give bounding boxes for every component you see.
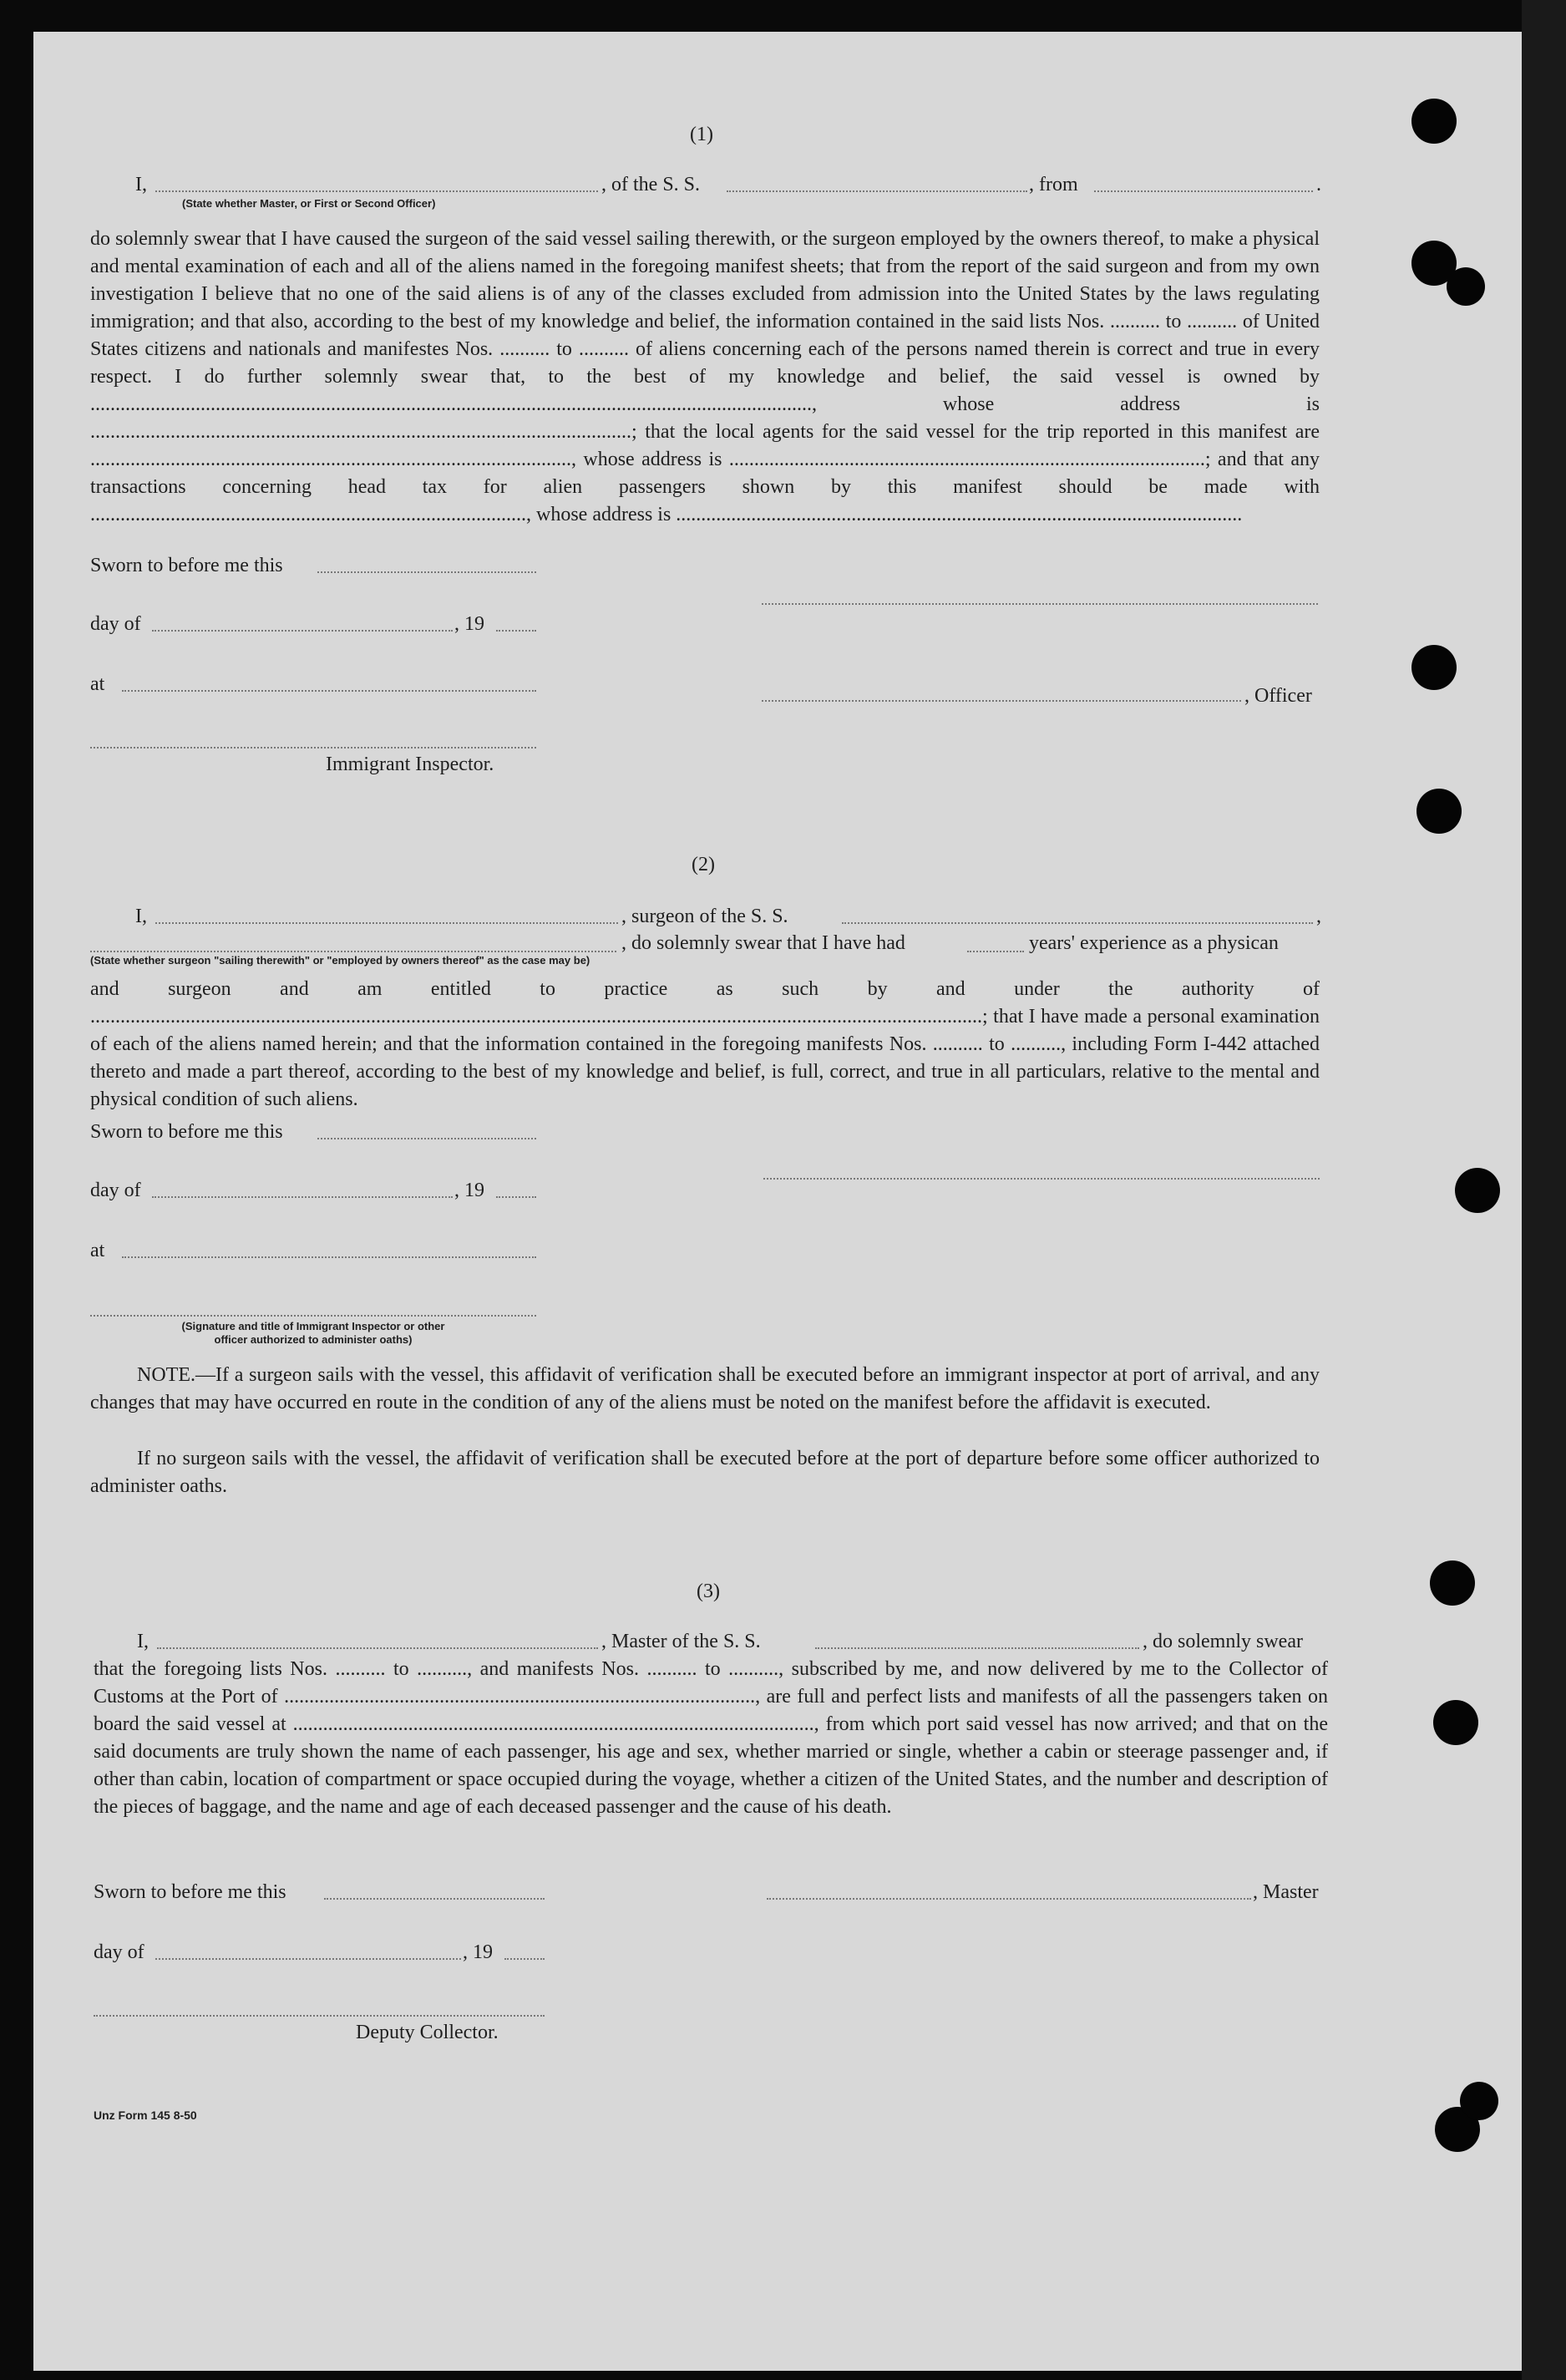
s2-year-blank [496,1196,536,1198]
s1-at-blank [122,690,536,692]
s1-from-blank [1094,190,1313,192]
s1-i-label: I, [135,174,147,195]
s3-sworn-blank [324,1898,545,1900]
s1-from-label: , from [1029,174,1078,195]
s2-note-1: NOTE.—If a surgeon sails with the vessel, this affidavit of verification shall be executed before an immigrant inspector at port of arrival, and any changes that may have occurred en route in the condition of any of the aliens must be noted on the manifest before the affidavit is executed. [90,1364,1320,1413]
s1-end-punct: . [1316,174,1321,195]
s3-deputy-blank [94,2015,545,2017]
s2-ship-blank [842,922,1313,924]
s2-surgeon-name-blank [155,922,618,924]
s1-dayof-label: day of [90,613,141,635]
punch-hole [1455,1168,1500,1213]
s2-year-label: , 19 [454,1180,484,1201]
s2-surgeon-label: , surgeon of the S. S. [621,906,788,927]
s1-year-label: , 19 [454,613,484,635]
punch-hole [1433,1700,1478,1745]
scan-border [1522,0,1566,2380]
section-3-number: (3) [697,1581,720,1602]
s2-sig-caption-2: officer authorized to administer oaths) [214,1333,413,1346]
s3-master-sign-label: , Master [1253,1881,1319,1903]
s2-day-blank [152,1196,453,1198]
s1-sworn-label: Sworn to before me this [90,555,283,576]
s2-years-blank [967,951,1024,952]
s2-oath-body: and surgeon and am entitled to practice as such by and under the authority of ..................................................................................................................................................................................; that I have made a personal examination of each of the aliens named herein; and that the information contained in the foregoing manifests Nos. .......... to .........., including Form I-442 attached thereto and made a part thereof, according to the best of my knowledge and belief, is full, correct, and true in all particulars, relative to the mental and physical condition of such aliens. [90,978,1320,1110]
section-1-number: (1) [690,124,713,145]
s2-at-blank [122,1256,536,1258]
s1-signature-blank [762,603,1318,605]
s3-sworn-label: Sworn to before me this [94,1881,286,1903]
punch-hole [1430,1560,1475,1606]
punch-hole [1411,645,1457,690]
s3-master-name-blank [157,1647,598,1649]
s2-i-label: I, [135,906,147,927]
s2-inspector-blank [90,1315,536,1317]
s2-sig-caption-1: (Signature and title of Immigrant Inspector or other [181,1320,445,1332]
s3-oath-body: that the foregoing lists Nos. .......... to .........., and manifests Nos. .......... to .........., subscribed by me, and now delivered by me to the Collector of Customs at the Port of .............................................................................................., are full and perfect lists and manifests of all the passengers taken on board the said vessel at ........................................................................................................, from which port said vessel has now arrived; and that on the said documents are truly shown the name of each passenger, his age and sex, whether married or single, whether a cabin or steerage passenger and, if other than cabin, location of compartment or space occupied during the voyage, whether a citizen of the United States, and the number and description of the pieces of baggage, and the name and age of each deceased passenger and the cause of his death. [94,1658,1328,1818]
s3-year-blank [504,1958,545,1960]
s2-note-2: If no surgeon sails with the vessel, the affidavit of verification shall be executed before at the port of departure before some officer authorized to administer oaths. [90,1448,1320,1497]
s3-swear-label: , do solemnly swear [1143,1631,1303,1652]
s1-at-label: at [90,673,105,695]
s3-day-blank [155,1958,461,1960]
s3-ship-blank [815,1647,1139,1649]
s3-i-label: I, [137,1631,149,1652]
punch-hole [1447,267,1485,306]
s3-master-label: , Master of the S. S. [601,1631,761,1652]
s1-year-blank [496,630,536,632]
section-2-number: (2) [692,854,715,875]
s1-officer-label: , Officer [1244,685,1312,707]
form-number: Unz Form 145 8-50 [94,2109,197,2122]
s1-ship-label: , of the S. S. [601,174,701,195]
punch-hole [1460,2082,1498,2120]
s2-sworn-blank [317,1138,536,1139]
s1-officer-name-blank [155,190,598,192]
s2-years-label: years' experience as a physican [1029,932,1279,954]
s2-end-punct: , [1316,906,1321,927]
s3-dayof-label: day of [94,1941,144,1963]
s1-inspector-blank [90,747,536,749]
punch-hole [1416,789,1462,834]
s1-sworn-blank [317,571,536,573]
s2-signature-blank [763,1178,1320,1180]
s1-day-blank [152,630,453,632]
s1-inspector-label: Immigrant Inspector. [326,754,494,775]
s2-at-label: at [90,1240,105,1261]
s3-deputy-label: Deputy Collector. [356,2022,499,2043]
s2-swear-label: , do solemnly swear that I have had [621,932,905,954]
punch-hole [1411,99,1457,144]
s3-year-label: , 19 [463,1941,493,1963]
s1-ship-blank [727,190,1027,192]
s1-officer-blank [762,700,1241,702]
s1-caption: (State whether Master, or First or Second Officer) [182,197,436,210]
s1-oath-body: do solemnly swear that I have caused the surgeon of the said vessel sailing therewith, or the surgeon employed by the owners thereof, to make a physical and mental examination of each and all of the aliens named in the foregoing manifest sheets; that from the report of the said surgeon and from my own investigation I believe that no one of the said aliens is of any of the classes excluded from admission into the United States by the laws regulating immigration; and that also, according to the best of my knowledge and belief, the information contained in the said lists Nos. .......... to .......... of United States citizens and nationals and manifestes Nos. .......... to .......... of aliens concerning each of the persons named therein is correct and true in every respect. I do further solemnly swear that, to the best of my knowledge and belief, the said vessel is owned by ................................................................................................................................................, whose address is ............................................................................................................; that the local agents for the said vessel for the trip reported in this manifest are ................................................................................................, whose address is ...............................................................................................; and that any transactions concerning head tax for alien passengers shown by this manifest should be made with ......................................................................................., whose address is ................................................................................................................. [90,228,1320,525]
s2-sworn-label: Sworn to before me this [90,1121,283,1143]
s3-master-sign-blank [767,1898,1251,1900]
s2-dayof-label: day of [90,1180,141,1201]
s2-caption: (State whether surgeon "sailing therewith" or "employed by owners thereof" as the case may be) [90,954,590,967]
s2-type-blank [90,951,616,952]
